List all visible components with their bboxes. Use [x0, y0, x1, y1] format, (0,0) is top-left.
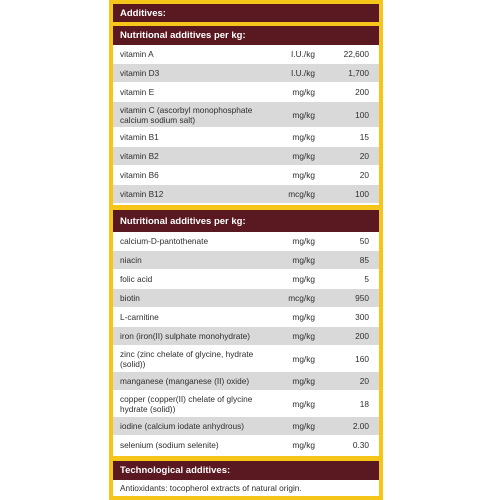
table-row — [113, 102, 379, 128]
additive-unit: mg/kg — [292, 109, 315, 120]
table-row — [113, 251, 379, 270]
additive-unit: mg/kg — [292, 274, 315, 284]
additive-value: 15 — [359, 132, 369, 142]
table-row — [113, 128, 379, 147]
additive-value: 300 — [355, 312, 369, 322]
section1-title: Nutritional additives per kg: — [113, 26, 379, 45]
additive-value: 2.00 — [352, 421, 369, 431]
table-row — [113, 327, 379, 346]
section3-title: Technological additives: — [113, 461, 379, 480]
additive-unit: mg/kg — [292, 151, 315, 161]
additive-value: 85 — [359, 255, 369, 265]
table-row — [113, 83, 379, 102]
additive-name: manganese (manganese (II) oxide) — [120, 376, 250, 386]
additive-name: vitamin B1 — [120, 132, 159, 142]
additive-name: selenium (sodium selenite) — [120, 440, 219, 450]
additive-unit: mg/kg — [292, 376, 315, 386]
additive-name: vitamin E — [120, 87, 155, 97]
additive-name: iron (iron(II) sulphate monohydrate) — [120, 331, 251, 341]
table-row — [113, 308, 379, 327]
additive-value: 20 — [359, 376, 369, 386]
additive-unit: mg/kg — [292, 170, 315, 180]
additive-unit: mg/kg — [292, 255, 315, 265]
additive-value: 200 — [355, 87, 369, 97]
additive-unit: mg/kg — [292, 87, 315, 97]
additive-value: 950 — [355, 293, 369, 303]
additive-unit: mg/kg — [292, 421, 315, 431]
additive-name: iodine (calcium iodate anhydrous) — [120, 421, 245, 431]
table-row — [113, 289, 379, 308]
additive-name: vitamin B2 — [120, 151, 159, 161]
table-row — [113, 372, 379, 391]
additive-name: vitamin A — [120, 49, 154, 59]
additive-value: 200 — [355, 331, 369, 341]
additive-value: 1,700 — [348, 68, 369, 78]
additive-name: zinc (zinc chelate of glycine, hydrate (solid)) — [120, 348, 254, 369]
table-row — [113, 45, 379, 64]
table-row — [113, 166, 379, 185]
additive-unit: mcg/kg — [288, 189, 315, 199]
additive-unit: mg/kg — [292, 236, 315, 246]
additive-value: 22,600 — [343, 49, 369, 59]
additive-unit: I.U./kg — [291, 68, 315, 78]
additive-unit: mg/kg — [292, 312, 315, 322]
table-row — [113, 436, 379, 455]
table-row — [113, 147, 379, 166]
additive-unit: mg/kg — [292, 398, 315, 409]
additive-value: 5 — [364, 274, 369, 284]
table-row — [113, 232, 379, 251]
additive-unit: mcg/kg — [288, 293, 315, 303]
additive-value: 50 — [359, 236, 369, 246]
table-row — [113, 270, 379, 289]
additive-value: 160 — [355, 353, 369, 364]
additives-title: Additives: — [113, 4, 379, 22]
section2-rows — [113, 232, 379, 455]
table-row — [113, 346, 379, 372]
additive-value: 20 — [359, 170, 369, 180]
additive-name: folic acid — [120, 274, 153, 284]
additive-name: niacin — [120, 255, 142, 265]
table-row — [113, 417, 379, 436]
section2-title: Nutritional additives per kg: — [113, 210, 379, 232]
table-row — [113, 185, 379, 204]
section1-rows — [113, 45, 379, 204]
additive-name: vitamin B6 — [120, 170, 159, 180]
antioxidants-text: Antioxidants: tocopherol extracts of natural origin. — [120, 483, 302, 493]
table-row — [113, 64, 379, 83]
additive-value: 0.30 — [352, 440, 369, 450]
table-row — [113, 391, 379, 417]
additive-name: vitamin C (ascorbyl monophosphate calcium sodium salt) — [120, 104, 253, 125]
additive-unit: I.U./kg — [291, 49, 315, 59]
additive-name: copper (copper(II) chelate of glycine hydrate (solid)) — [120, 393, 253, 414]
additive-name: calcium-D-pantothenate — [120, 236, 209, 246]
additive-unit: mg/kg — [292, 331, 315, 341]
additives-table-frame — [109, 0, 383, 500]
additive-name: vitamin B12 — [120, 189, 164, 199]
additives-table — [113, 4, 379, 496]
additive-name: vitamin D3 — [120, 68, 160, 78]
additive-unit: mg/kg — [292, 353, 315, 364]
additive-value: 100 — [355, 109, 369, 120]
additive-unit: mg/kg — [292, 440, 315, 450]
additive-value: 20 — [359, 151, 369, 161]
additive-name: biotin — [120, 293, 140, 303]
additive-unit: mg/kg — [292, 132, 315, 142]
additive-value: 18 — [359, 398, 369, 409]
additive-value: 100 — [355, 189, 369, 199]
additive-name: L-carnitine — [120, 312, 159, 322]
